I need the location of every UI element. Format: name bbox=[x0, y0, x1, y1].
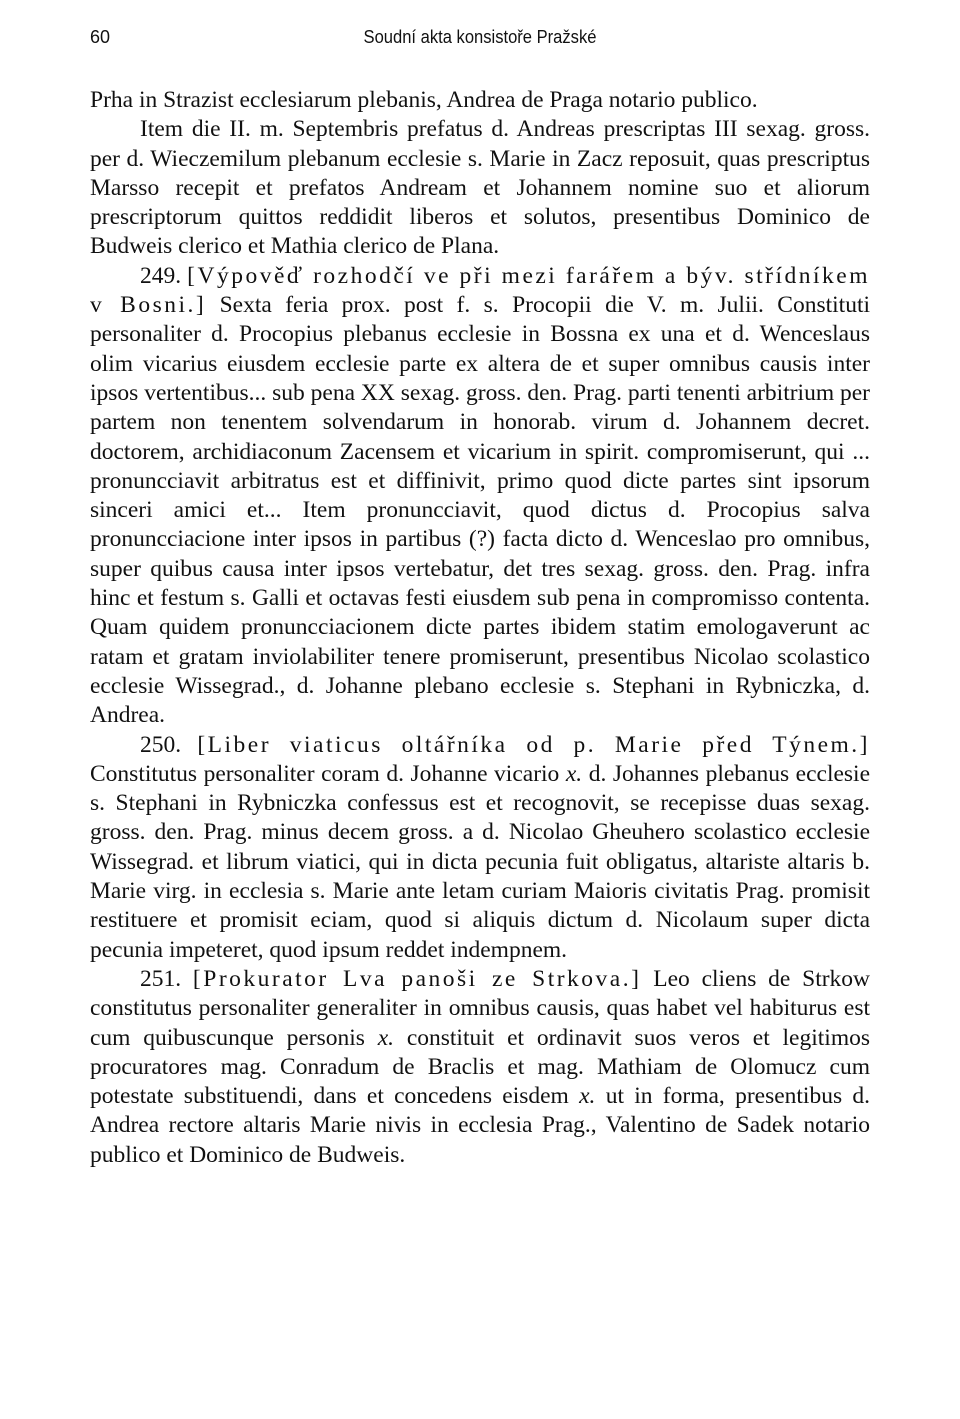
entry-text: Constitutus personaliter coram d. Johanne vicario bbox=[90, 760, 560, 787]
entry-number: 251. bbox=[140, 965, 182, 992]
paragraph-text: Prha in Strazist ecclesiarum plebanis, Andrea de Praga notario publico. bbox=[90, 87, 758, 113]
entry-text: Leo cliens de Strkow constitutus personaliter generaliter in omnibus causis, quas habet vel habiturus est cum quibuscunque personis bbox=[90, 965, 871, 1051]
abbreviation-mark: x. bbox=[377, 1024, 395, 1051]
entry-title: [Výpověď rozhodčí ve při mezi farářem a býv. střídníkem v Bosni.] bbox=[90, 262, 871, 319]
entry-title: [Liber viaticus oltářníka od p. Marie před Týnem.] bbox=[197, 731, 870, 758]
paragraph-item bbox=[90, 115, 870, 261]
entry-text: Sexta feria prox. post f. s. Procopii die V. m. Julii. Constituti personaliter d. Procopius plebanus ecclesie in Bossna ex una et d. Wenceslaus olim vicarius eiusdem ecclesie parte ex altera de et super omnibus causis inter ipsos vertentibus... sub pena XX sexag. gross. den. Prag. parti tenenti arbitrium per partem non tenentem solvendarum in honorab. virum d. Johannem decret. doctorem, archidiaconum Zacensem et vicarium in spirit. compromiserunt, qui ... pronuncciavit arbitratus est et diffinivit, primo quod dicte partes sint ipsorum sinceri amici et... Item pronuncciavit, quod dictus d. Procopius salva pronuncciacione inter ipsos in partibus (?) facta dicto d. Wenceslao pro omnibus, super quibus causa inter ipsos vertebatur, det tres sexag. gross. den. Prag. infra hinc et festum s. Galli et octavas festi eiusdem sub pena in compromisso contenta. Quam quidem pronuncciacionem dicte partes ibidem statim emologaverunt ac ratam et gratam inviolabiliter tenere promiserunt, presentibus Nicolao scolastico ecclesie Wissegrad., d. Johanne plebano ecclesie s. Stephani in Rybniczka, d. Andrea. bbox=[90, 292, 871, 729]
entry-text: d. Johannes plebanus ecclesie s. Stephani in Rybniczka confessus est et recognovit, se recepisse duas sexag. gross. den. Prag. minus decem gross. a d. Nicolao Gheuhero scolastico ecclesie Wissegrad. et librum viatici, qui in dicta pecunia fuit obligatus, altariste altaris b. Marie virg. in ecclesia s. Marie ante letam curiam Maioris civitatis Prag. promisit restituere et promisit eciam, quod si aliquis dictum d. Nicolaum super dicta pecunia impeteret, quod ipsum reddet indempnem. bbox=[90, 760, 871, 963]
abbreviation-mark: x. bbox=[579, 1083, 596, 1110]
entry-number: 249. bbox=[140, 262, 182, 289]
entry-251 bbox=[90, 965, 870, 1170]
body-text bbox=[90, 86, 870, 1170]
entry-text: ut in forma, presentibus d. Andrea rectore altaris Marie nivis in ecclesia Prag., Valentino de Sadek notario publico et Dominico de Budweis. bbox=[90, 1083, 871, 1168]
entry-number: 250. bbox=[140, 731, 182, 758]
entry-249 bbox=[90, 262, 870, 731]
running-header bbox=[90, 27, 870, 57]
running-title: Soudní akta konsistoře Pražské bbox=[363, 27, 597, 47]
entry-250 bbox=[90, 731, 870, 965]
entry-text: constituit et ordinavit suos veros et legitimos procuratores mag. Conradum de Braclis et mag. Mathiam de Olomucz cum potestate substituendi, dans et concedens eisdem bbox=[90, 1024, 870, 1110]
paragraph-prha bbox=[90, 86, 870, 115]
paragraph-text: Item die II. m. Septembris prefatus d. Andreas prescriptas III sexag. gross. per d. Wieczemilum plebanum ecclesie s. Marie in Zacz reposuit, quas prescriptus Marsso recepit et prefatos Andream et Johannem nomine suo et aliorum prescriptorum quittos reddidit liberos et solutos, presentibus Dominico de Budweis clerico et Mathia clerico de Plana. bbox=[90, 116, 870, 260]
entry-title: [Prokurator Lva panoši ze Strkova.] bbox=[192, 965, 642, 992]
abbreviation-mark: x. bbox=[565, 760, 583, 787]
page-number: 60 bbox=[90, 27, 111, 47]
